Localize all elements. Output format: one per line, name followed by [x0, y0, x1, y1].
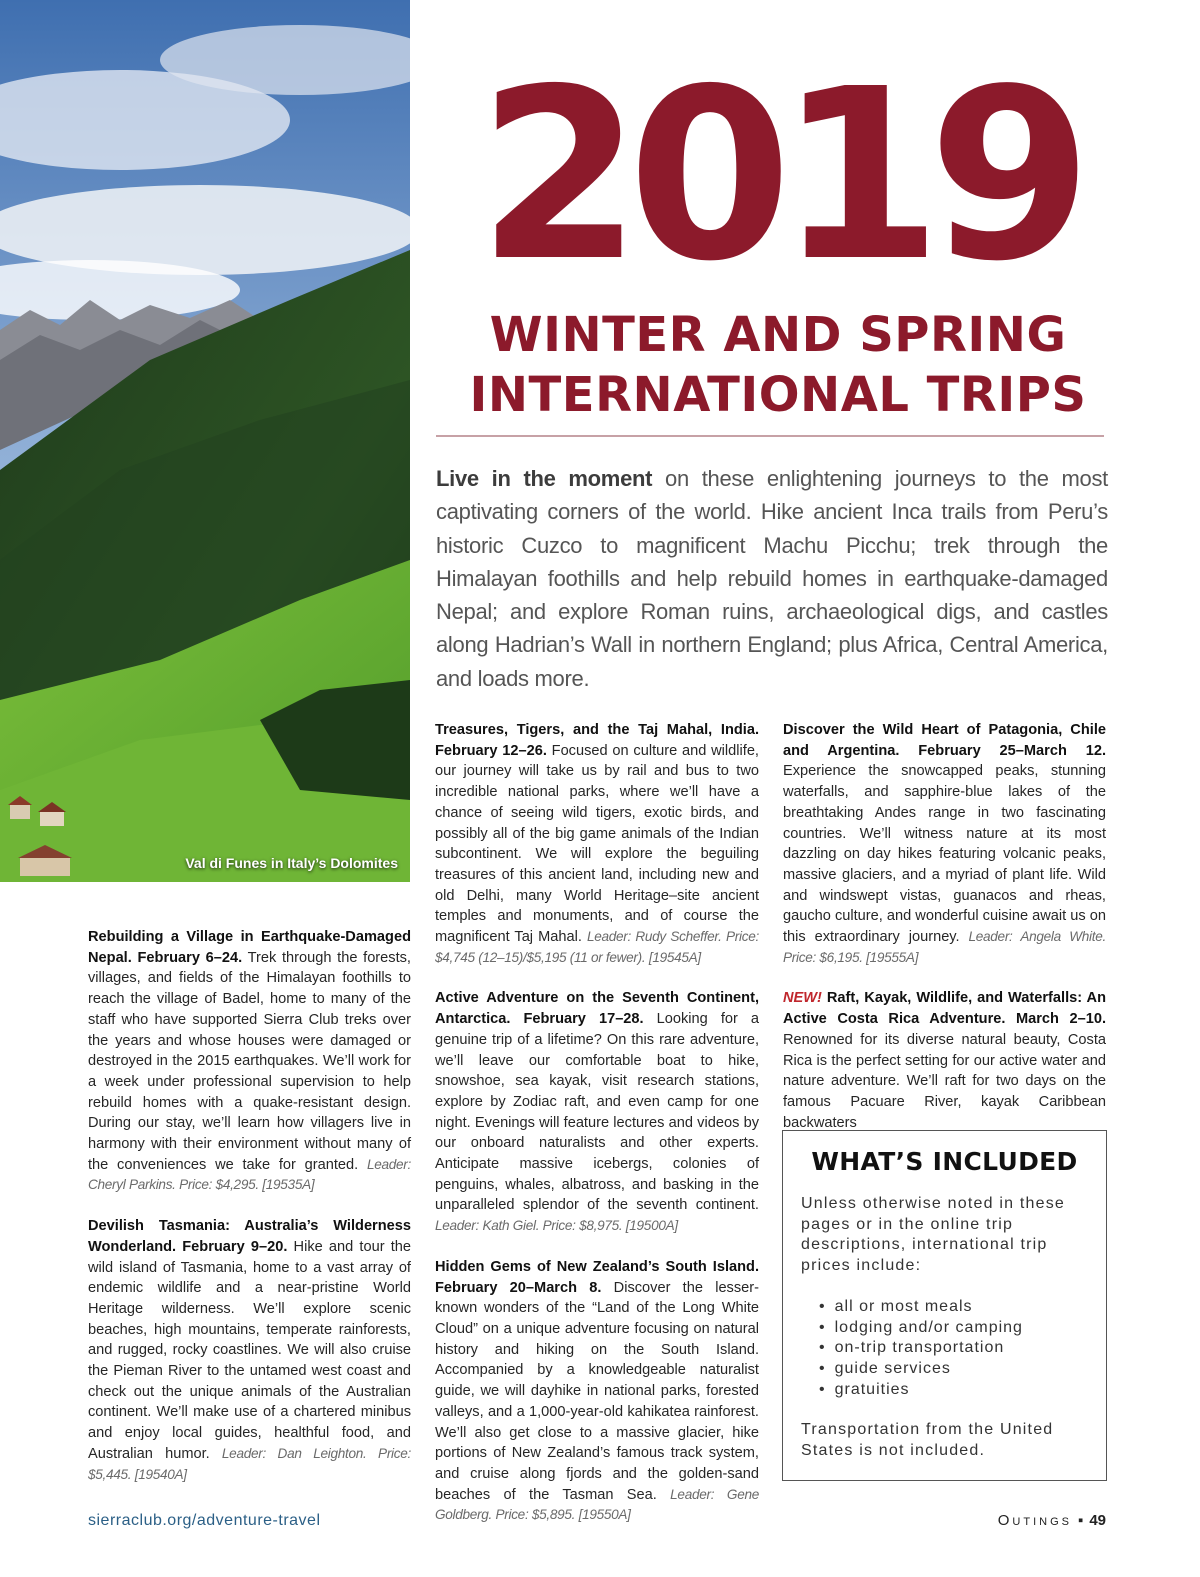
trip-leader-price: Leader: Angela White. Price: $6,195. [19555A] [783, 929, 1106, 965]
trip-description: Focused on culture and wildlife, our journey will take us by rail and bus to two incredible national parks, where we’ll have a chance of seeing wild tigers, exotic birds, and possibly all of the big game animals of the Indian subcontinent. We will explore the beguiling treasures of this ancient land, including new and old Delhi, many World Heritage–site ancient temples and monuments, and of course the magnificent Taj Mahal. [435, 742, 759, 946]
whats-included-intro: Unless otherwise noted in these pages or in the online trip descriptions, international trip prices include: [801, 1195, 1065, 1275]
new-badge: NEW! [783, 990, 822, 1007]
trip-title: Hidden Gems of New Zealand’s South Island. February 20–March 8. [435, 1258, 759, 1296]
trip-nepal [88, 927, 411, 1196]
headline-line-1: WINTER AND SPRING [489, 307, 1067, 363]
trip-leader-price: Leader: Cheryl Parkins. Price: $4,295. [19535A] [88, 1156, 411, 1193]
separator: ▪ [1077, 1512, 1084, 1529]
page-footer [998, 1512, 1106, 1529]
headline-line-2: INTERNATIONAL TRIPS [469, 367, 1087, 423]
column-left [88, 927, 411, 1505]
whats-included-list [819, 1297, 1088, 1401]
trip-description: Renowned for its diverse natural beauty, Costa Rica is the perfect setting for our active water and nature adventure. We’ll raft for two days on the famous Pacuare River, kayak Caribbean backwaters [783, 1031, 1106, 1131]
trip-leader-price: Leader: Dan Leighton. Price: $5,445. [19540A] [88, 1445, 412, 1482]
trip-new-zealand [435, 1257, 759, 1526]
trip-title: Treasures, Tigers, and the Taj Mahal, India. February 12–26. [435, 722, 759, 759]
trip-description: Hike and tour the wild island of Tasmania, home to a vast array of endemic wildlife and a near-pristine World Heritage wilderness. We’ll explore scenic beaches, high mountains, temperate rainforests, and rugged, rocky coastlines. We will also cruise the Pieman River to the untamed west coast and check out the unique animals of the Australian continent. We’ll make use of a chartered minibus and enjoy local guides, healthful food, and Australian humor. [88, 1238, 411, 1462]
landscape-illustration [0, 0, 410, 882]
trip-leader-price: Leader: Rudy Scheffer. Price: $4,745 (12–15)/$5,195 (11 or fewer). [19545A] [435, 929, 759, 965]
trip-india [435, 720, 759, 968]
trip-title: Rebuilding a Village in Earthquake-Damaged Nepal. February 6–24. [88, 929, 411, 966]
trip-leader-price: Leader: Gene Goldberg. Price: $5,895. [19550A] [435, 1486, 759, 1523]
trip-costa-rica [783, 988, 1106, 1133]
trip-title: Raft, Kayak, Wildlife, and Waterfalls: An Active Costa Rica Adventure. March 2–10. [783, 990, 1106, 1028]
title-divider [436, 435, 1104, 437]
trip-tasmania [88, 1216, 411, 1485]
footer-link[interactable]: sierraclub.org/adventure-travel [88, 1512, 321, 1529]
list-item: • gratuities [819, 1380, 1088, 1401]
column-middle [435, 720, 759, 1546]
dolomites-photo [0, 0, 410, 882]
page-title [438, 305, 1118, 425]
intro-paragraph [436, 462, 1108, 695]
list-item: • all or most meals [819, 1297, 1088, 1318]
year-heading: 2019 [477, 38, 1079, 313]
whats-included-heading: WHAT’S INCLUDED [811, 1147, 1078, 1176]
section-name: Outings [997, 1512, 1072, 1529]
trip-description: Trek through the forests, villages, and fields of the Himalayan foothills to reach the village of Badel, home to many of the staff who have supported Sierra Club treks over the years and whose houses were damaged or destroyed in the 2015 earthquakes. We’ll work for a week under professional supervision to help rebuild homes with a quake-resistant design. During our stay, we’ll learn how villagers live in harmony with their environment without many of the conveniences we take for granted. [88, 949, 411, 1173]
list-item: • lodging and/or camping [819, 1318, 1088, 1339]
trip-patagonia [783, 720, 1106, 968]
trip-title: Discover the Wild Heart of Patagonia, Chile and Argentina. February 25–March 12. [783, 722, 1106, 759]
intro-body: on these enlightening journeys to the most captivating corners of the world. Hike ancient Inca trails from Peru’s historic Cuzco to magnificent Machu Picchu; trek through the Himalayan foothills and help rebuild homes in earthquake-damaged Nepal; and explore Roman ruins, archaeological digs, and castles along Hadrian’s Wall in northern England; plus Africa, Central America, and loads more. [436, 466, 1108, 691]
trip-title: Devilish Tasmania: Australia’s Wilderness Wonderland. February 9–20. [88, 1218, 411, 1255]
page-number: 49 [1089, 1512, 1106, 1529]
trip-antarctica [435, 988, 759, 1236]
list-item: • guide services [819, 1359, 1088, 1380]
photo-caption: Val di Funes in Italy’s Dolomites [185, 855, 398, 871]
trip-description: Discover the lesser-known wonders of the “Land of the Long White Cloud” on a unique adventure focusing on natural history and hiking on the South Island. Accompanied by a knowledgeable naturalist guide, we will dayhike in national parks, forested valleys, and a 1,000-year-old kahikatea rainforest. We’ll also get close to a massive glacier, hike portions of New Zealand’s famous track system, and cruise along fjords and the golden-sand beaches of the Tasman Sea. [435, 1279, 759, 1503]
trip-title: Active Adventure on the Seventh Continent, Antarctica. February 17–28. [435, 990, 759, 1028]
column-right [783, 720, 1106, 1153]
list-item: • on-trip transportation [819, 1338, 1088, 1359]
whats-included-box [782, 1130, 1107, 1481]
intro-lead: Live in the moment [436, 466, 653, 491]
trip-leader-price: Leader: Kath Giel. Price: $8,975. [19500A] [435, 1218, 678, 1234]
trip-description: Looking for a genuine trip of a lifetime? On this rare adventure, we’ll leave our comfortable boat to hike, snowshoe, sea kayak, visit research stations, explore by Zodiac raft, and even camp for one night. Evenings will feature lectures and videos by our onboard naturalists and other experts. Anticipate massive icebergs, colonies of penguins, whales, albatross, and basking in the unparalleled splendor of the seventh continent. [435, 1011, 760, 1214]
whats-included-note: Transportation from the United States is not included. [801, 1421, 1054, 1460]
trip-description: Experience the snowcapped peaks, stunning waterfalls, and sapphire-blue lakes of the breathtaking Andes range in two fascinating countries. We’ll witness nature at its most dazzling on day hikes featuring volcanic peaks, massive glaciers, and a myriad of plant life. Wild and windswept vistas, guanacos and rheas, gaucho culture, and wonderful cuisine await us on this extraordinary journey. [783, 763, 1106, 946]
